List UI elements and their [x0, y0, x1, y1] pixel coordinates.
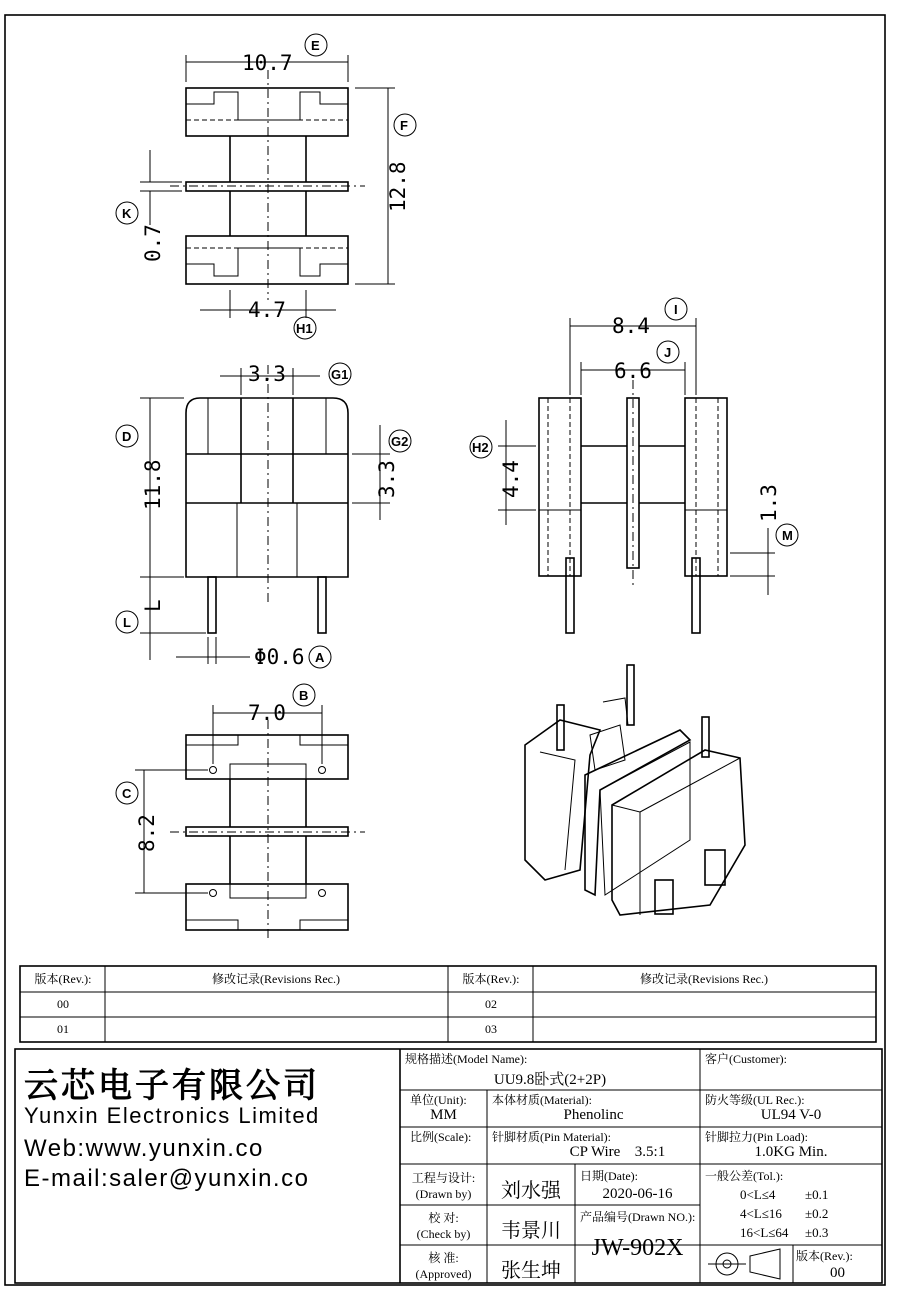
rev-header-3: 版本(Rev.):: [462, 972, 520, 986]
rev-row-1-rev: 00: [57, 997, 69, 1011]
dim-L: L: [141, 599, 165, 612]
svg-text:H1: H1: [296, 321, 313, 336]
drawing-no-label: 产品编号(Drawn NO.):: [580, 1210, 696, 1224]
tol-value-3: ±0.3: [805, 1225, 829, 1240]
drawing-no-value: JW-902X: [591, 1235, 684, 1261]
date-label: 日期(Date):: [580, 1169, 638, 1183]
tol-value-2: ±0.2: [805, 1206, 829, 1221]
material-label: 本体材质(Material):: [492, 1093, 592, 1107]
model-label: 规格描述(Model Name):: [405, 1052, 528, 1066]
dim-K: 0.7: [141, 224, 165, 262]
model-value: UU9.8卧式(2+2P): [493, 1072, 607, 1088]
tol-range-3: 16<L≤64: [740, 1225, 789, 1240]
rev-row-2-rev: 01: [57, 1022, 69, 1036]
svg-text:I: I: [674, 302, 678, 317]
approved-label-cn: 核 准:: [428, 1251, 459, 1265]
drawn-label-en: (Drawn by): [415, 1187, 472, 1201]
bottom-view: [135, 701, 365, 940]
dim-M: 1.3: [757, 484, 781, 522]
svg-text:F: F: [400, 118, 408, 133]
svg-text:D: D: [122, 429, 132, 444]
tol-range-2: 4<L≤16: [740, 1206, 782, 1221]
dim-E: 10.7: [242, 51, 293, 75]
rev-row-2-rev2: 03: [485, 1022, 497, 1036]
rev-header-1: 版本(Rev.):: [34, 972, 92, 986]
date-value: 2020-06-16: [602, 1186, 673, 1202]
company-name-cn: 云芯电子有限公司: [24, 1066, 320, 1106]
approved-value: 张生坤: [501, 1260, 561, 1282]
svg-text:G1: G1: [331, 367, 349, 382]
rev-header-4: 修改记录(Revisions Rec.): [640, 972, 768, 986]
tol-range-1: 0<L≤4: [740, 1187, 776, 1202]
company-web: Web:www.yunxin.co: [24, 1135, 264, 1162]
dim-B: 7.0: [248, 701, 286, 725]
dim-H1: 4.7: [248, 298, 286, 322]
side-view: [140, 362, 399, 669]
top-view: [140, 51, 410, 322]
company-name-en: Yunxin Electronics Limited: [24, 1103, 320, 1128]
unit-label: 单位(Unit):: [410, 1093, 467, 1107]
dim-G1: 3.3: [248, 362, 286, 386]
pin-load-label: 针脚拉力(Pin Load):: [705, 1130, 808, 1144]
scale-label: 比例(Scale):: [410, 1130, 472, 1144]
front-view: [498, 314, 781, 633]
dim-D: 11.8: [141, 459, 165, 510]
svg-text:H2: H2: [472, 440, 489, 455]
svg-text:E: E: [311, 38, 320, 53]
drawn-value: 刘水强: [501, 1180, 561, 1202]
dim-G2: 3.3: [375, 460, 399, 498]
dim-C: 8.2: [135, 814, 159, 852]
rev-value: 00: [830, 1265, 845, 1281]
rev-label: 版本(Rev.):: [796, 1249, 853, 1263]
customer-label: 客户(Customer):: [705, 1052, 787, 1066]
svg-text:M: M: [782, 528, 793, 543]
svg-text:C: C: [122, 786, 132, 801]
pin-material-label: 针脚材质(Pin Material):: [492, 1130, 611, 1144]
dim-A: Φ0.6: [254, 645, 305, 669]
tol-label: 一般公差(Tol.):: [705, 1169, 784, 1183]
material-value: Phenolinc: [563, 1107, 624, 1123]
svg-text:J: J: [664, 345, 672, 360]
approved-label-en: (Approved): [415, 1267, 472, 1281]
check-label-en: (Check by): [416, 1227, 471, 1241]
svg-text:B: B: [299, 688, 309, 703]
pin-load-value: 1.0KG Min.: [754, 1144, 828, 1160]
svg-text:A: A: [315, 650, 325, 665]
rev-row-1-rev2: 02: [485, 997, 497, 1011]
dim-J: 6.6: [614, 359, 652, 383]
svg-text:L: L: [123, 615, 131, 630]
drawn-label-cn: 工程与设计:: [411, 1171, 476, 1185]
isometric-view: [525, 665, 745, 915]
dim-H2: 4.4: [499, 460, 523, 498]
company-email: E-mail:saler@yunxin.co: [24, 1165, 310, 1192]
ul-label: 防火等级(UL Rec.):: [705, 1093, 805, 1107]
check-value: 韦景川: [501, 1220, 561, 1242]
svg-text:G2: G2: [391, 434, 409, 449]
rev-header-2: 修改记录(Revisions Rec.): [212, 972, 340, 986]
pin-material-value: CP Wire: [569, 1144, 621, 1160]
svg-text:K: K: [122, 206, 132, 221]
ul-value: UL94 V-0: [760, 1107, 822, 1123]
dim-I: 8.4: [612, 314, 650, 338]
check-label-cn: 校 对:: [428, 1211, 459, 1225]
tol-value-1: ±0.1: [805, 1187, 829, 1202]
unit-value: MM: [430, 1107, 457, 1123]
dim-F: 12.8: [386, 161, 410, 212]
scale-ratio: 3.5:1: [634, 1144, 666, 1160]
